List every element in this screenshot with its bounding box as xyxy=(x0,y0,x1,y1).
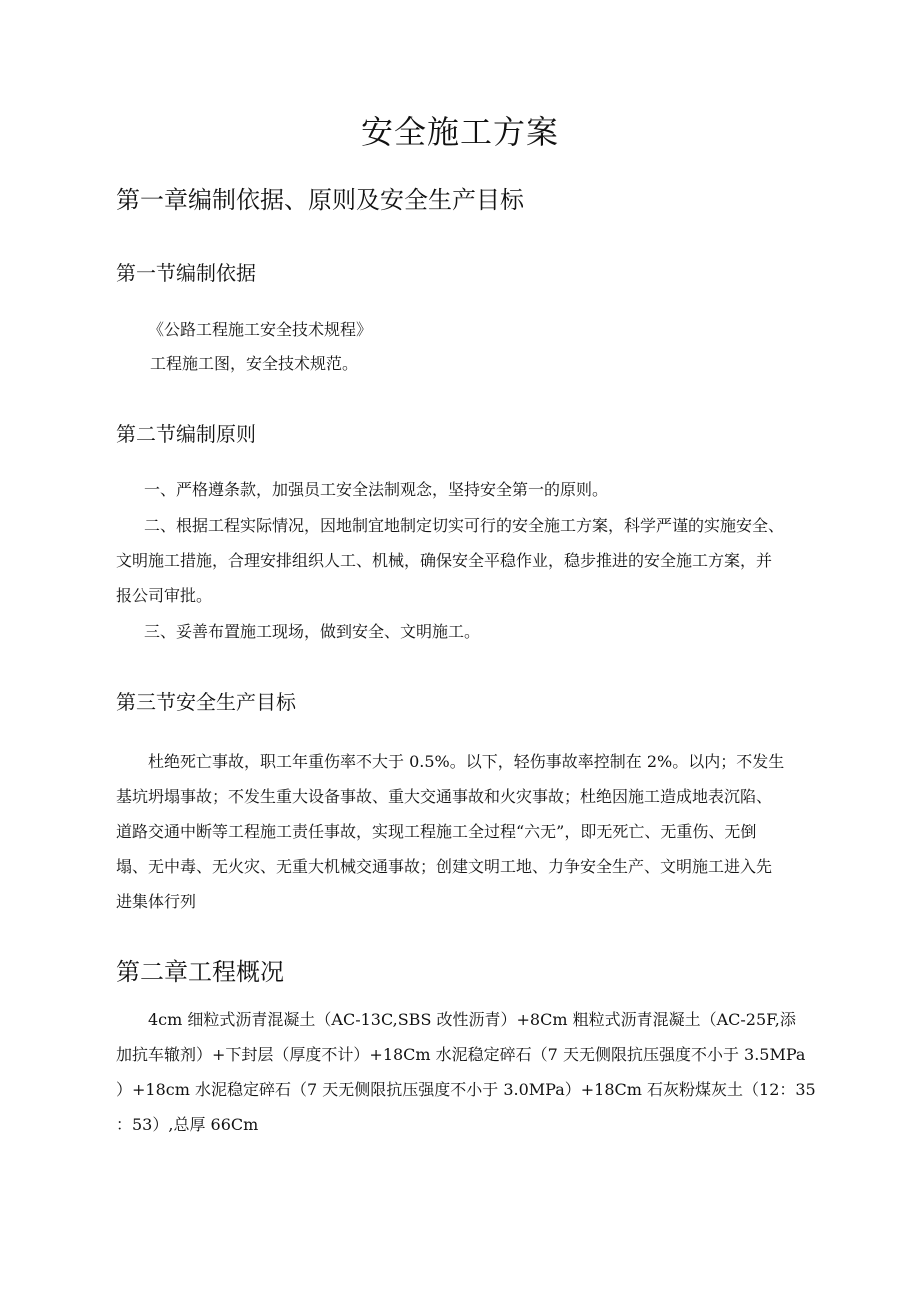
paragraph-line: 基坑坍塌事故；不发生重大设备事故、重大交通事故和火灾事故；杜绝因施工造成地表沉陷、 xyxy=(116,787,773,806)
paragraph-line: 杜绝死亡事故，职工年重伤率不大于 0.5%。以下，轻伤事故率控制在 2%。以内；不发生 xyxy=(148,752,785,771)
paragraph-line: 塌、无中毒、无火灾、无重大机械交通事故；创建文明工地、力争安全生产、文明施工进入先 xyxy=(116,857,773,876)
paragraph-line: 道路交通中断等工程施工责任事故，实现工程施工全过程“六无”，即无死亡、无重伤、无倒 xyxy=(116,822,757,841)
safety-goals-paragraph xyxy=(116,744,816,919)
basis-item-regulation: 《公路工程施工安全技术规程》 xyxy=(148,320,373,339)
principle-paragraph-1: 一、严格遵条款，加强员工安全法制观念，坚持安全第一的原则。 xyxy=(144,480,609,499)
paragraph-line: 报公司审批。 xyxy=(116,586,213,605)
section-3-heading: 第三节安全生产目标 xyxy=(116,690,296,714)
paragraph-line: 二、根据工程实际情况，因地制宜地制定切实可行的安全施工方案，科学严谨的实施安全、 xyxy=(144,516,785,535)
chapter-2-heading: 第二章工程概况 xyxy=(116,958,284,986)
section-2-heading: 第二节编制原则 xyxy=(116,422,256,446)
document-title: 安全施工方案 xyxy=(360,113,559,151)
paragraph-line: 4cm 细粒式沥青混凝土（AC-13C,SBS 改性沥青）+8Cm 粗粒式沥青混凝土（AC-25F,添 xyxy=(148,1010,796,1029)
project-overview-paragraph xyxy=(116,1002,816,1142)
paragraph-line: ）+18cm 水泥稳定碎石（7 天无侧限抗压强度不小于 3.0MPa）+18Cm 石灰粉煤灰土（12：35 xyxy=(116,1080,816,1099)
paragraph-line: ：53）,总厚 66Cm xyxy=(116,1115,259,1134)
principle-paragraph-3: 三、妥善布置施工现场，做到安全、文明施工。 xyxy=(144,622,481,641)
paragraph-line: 文明施工措施，合理安排组织人工、机械，确保安全平稳作业，稳步推进的安全施工方案，并 xyxy=(116,551,773,570)
section-1-heading: 第一节编制依据 xyxy=(116,261,256,285)
chapter-1-heading: 第一章编制依据、原则及安全生产目标 xyxy=(116,186,524,214)
principle-paragraph-2 xyxy=(116,508,816,613)
basis-item-drawings: 工程施工图，安全技术规范。 xyxy=(150,354,359,373)
paragraph-line: 进集体行列 xyxy=(116,892,197,911)
paragraph-line: 加抗车辙剂）+下封层（厚度不计）+18Cm 水泥稳定碎石（7 天无侧限抗压强度不小于 3.5MPa xyxy=(116,1045,806,1064)
